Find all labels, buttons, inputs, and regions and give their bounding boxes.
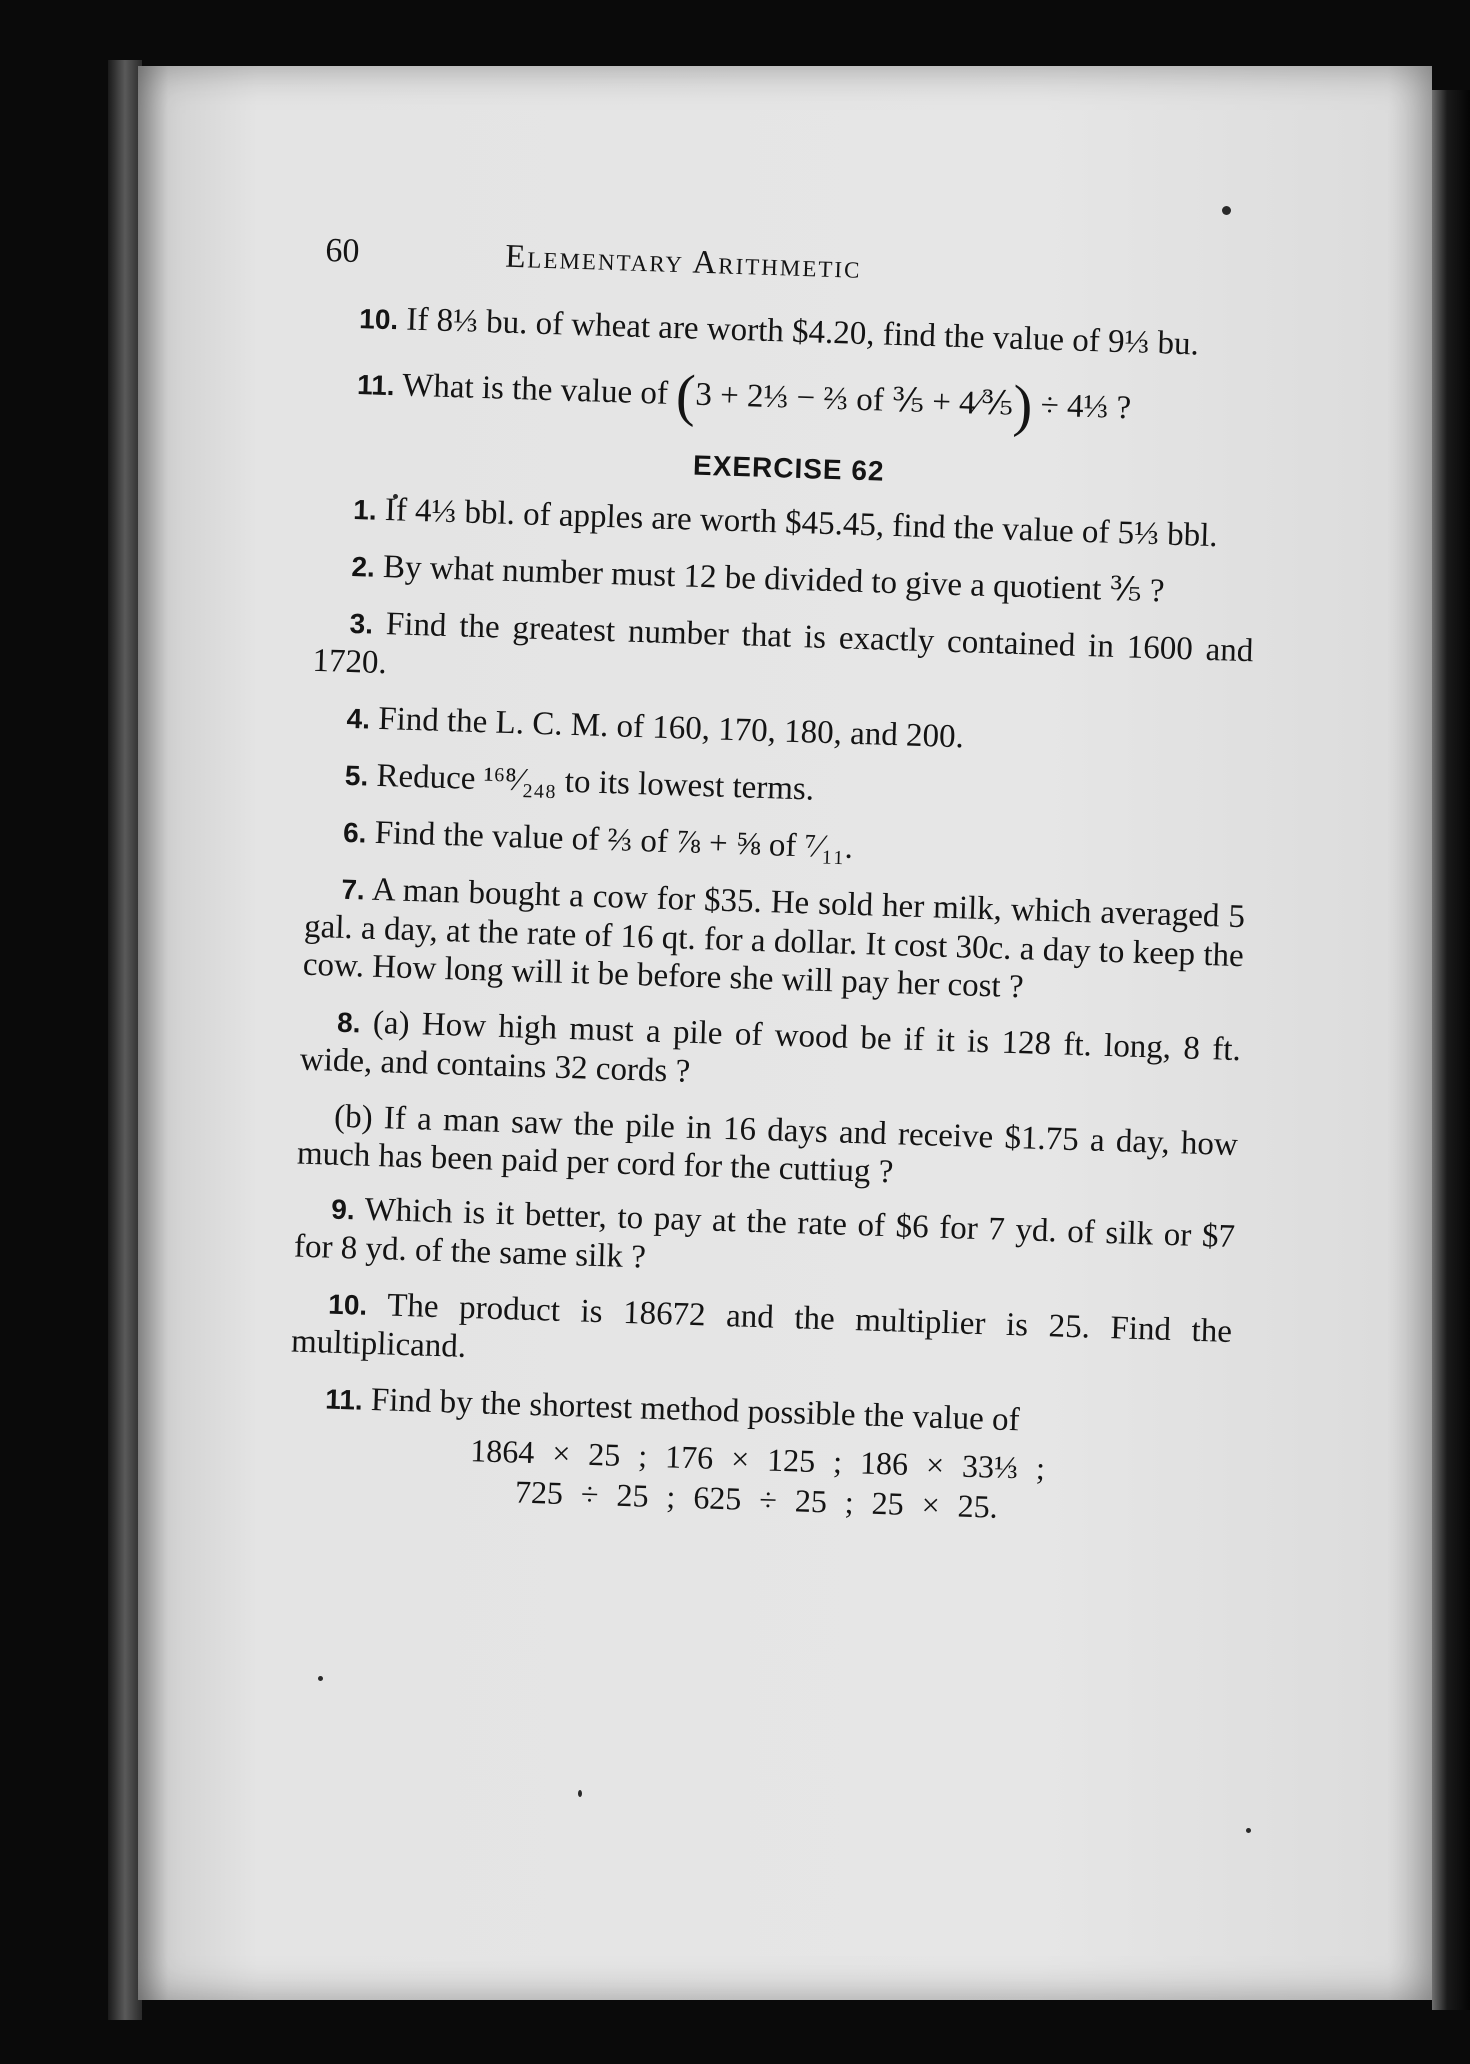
page-number: 60 — [324, 232, 360, 271]
problem-number: 1. — [352, 494, 378, 526]
exercise-title: EXERCISE 62 — [692, 449, 886, 487]
problem-text: The product is 18672 and the multiplier is 25. Find the multiplicand. — [290, 1287, 1233, 1365]
math-term: 625 ÷ 25 ; — [692, 1479, 855, 1521]
problem-number: 3. — [349, 607, 374, 640]
problem-number: 10. — [358, 303, 399, 336]
problem-number: 9. — [330, 1193, 356, 1226]
problem-11-previous — [320, 355, 1261, 442]
problem-text: Reduce ¹⁶⁸⁄₂₄₈ to its lowest terms. — [375, 757, 815, 808]
page-speck — [318, 1676, 323, 1681]
problem-text: Find the value of ⅔ of ⅞ + ⅝ of ⁷⁄₁₁. — [374, 814, 854, 866]
math-term: 1864 × 25 ; — [469, 1432, 648, 1474]
math-term: 25 × 25. — [871, 1484, 999, 1525]
close-paren: ) — [1012, 372, 1034, 439]
problem-2 — [315, 546, 1256, 615]
problem-lead: What is the value of — [401, 367, 669, 412]
problem-text: (a) How high must a pile of wood be if it is 128 ft. long, 8 ft. wide, and contains 32 cords ? — [299, 1004, 1242, 1090]
math-expression: 3 + 2⅓ − ⅔ of ⅗ + 4⁄⅗ — [694, 376, 1014, 423]
problem-number: 6. — [342, 816, 367, 849]
page-text — [286, 232, 1266, 1535]
problem-3 — [312, 603, 1254, 709]
problem-text: Find by the shortest method possible the value of — [370, 1381, 1021, 1439]
problem-1 — [317, 489, 1258, 558]
problem-6 — [307, 812, 1248, 881]
problem-text: (b) If a man saw the pile in 16 days and receive $1.75 a day, how much has been paid per cord for the cuttiug ? — [296, 1098, 1239, 1191]
page-speck — [578, 1790, 582, 1797]
problem-text: If 8⅓ bu. of wheat are worth $4.20, find the value of 9⅓ bu. — [405, 301, 1200, 363]
problem-9 — [294, 1189, 1236, 1295]
book-binding-shadow — [108, 60, 142, 2020]
problem-number: 2. — [351, 550, 376, 583]
facing-page-edge — [1432, 90, 1470, 2010]
problem-10 — [291, 1283, 1233, 1389]
problem-number: 11. — [356, 369, 396, 402]
running-head: Elementary Arithmetic — [504, 238, 863, 286]
problem-text: Find the L. C. M. of 160, 170, 180, and 200. — [377, 700, 965, 756]
problem-8b — [296, 1097, 1238, 1202]
problem-7 — [302, 869, 1245, 1013]
problem-text: Which is it better, to pay at the rate of $6 for 7 yd. of silk or $7 for 8 yd. of the same silk ? — [293, 1191, 1236, 1276]
problem-4 — [310, 698, 1251, 767]
problem-text: Find the greatest number that is exactly contained in 1600 and 1720. — [311, 606, 1254, 682]
problem-text: By what number must 12 be divided to give a quotient ⅗ ? — [382, 548, 1165, 610]
problem-text: A man bought a cow for $35. He sold her milk, which averaged 5 gal. a day, at the rate of 16 qt. for a dollar. It cost 30c. a day to keep the cow. How long will it be before she will pay her cost ? — [302, 871, 1246, 1006]
math-term: 186 × 33⅓ ; — [859, 1444, 1046, 1487]
problem-10-previous — [323, 298, 1264, 367]
problem-text: If 4⅓ bbl. of apples are worth $45.45, find the value of 5⅓ bbl. — [384, 491, 1219, 555]
problem-tail: ÷ 4⅓ ? — [1040, 387, 1132, 427]
problem-5 — [308, 755, 1249, 824]
problem-8a — [299, 1002, 1241, 1108]
problem-number: 7. — [340, 873, 366, 906]
open-paren: ( — [675, 362, 697, 428]
problem-number: 8. — [336, 1006, 362, 1039]
problem-number: 4. — [346, 702, 371, 735]
problem-number: 10. — [327, 1288, 368, 1321]
problem-number: 11. — [324, 1383, 364, 1416]
math-term: 725 ÷ 25 ; — [514, 1473, 676, 1515]
page-speck — [1222, 206, 1231, 215]
math-term: 176 × 125 ; — [664, 1438, 843, 1480]
problem-number: 5. — [344, 759, 369, 792]
page-speck — [1246, 1828, 1251, 1833]
